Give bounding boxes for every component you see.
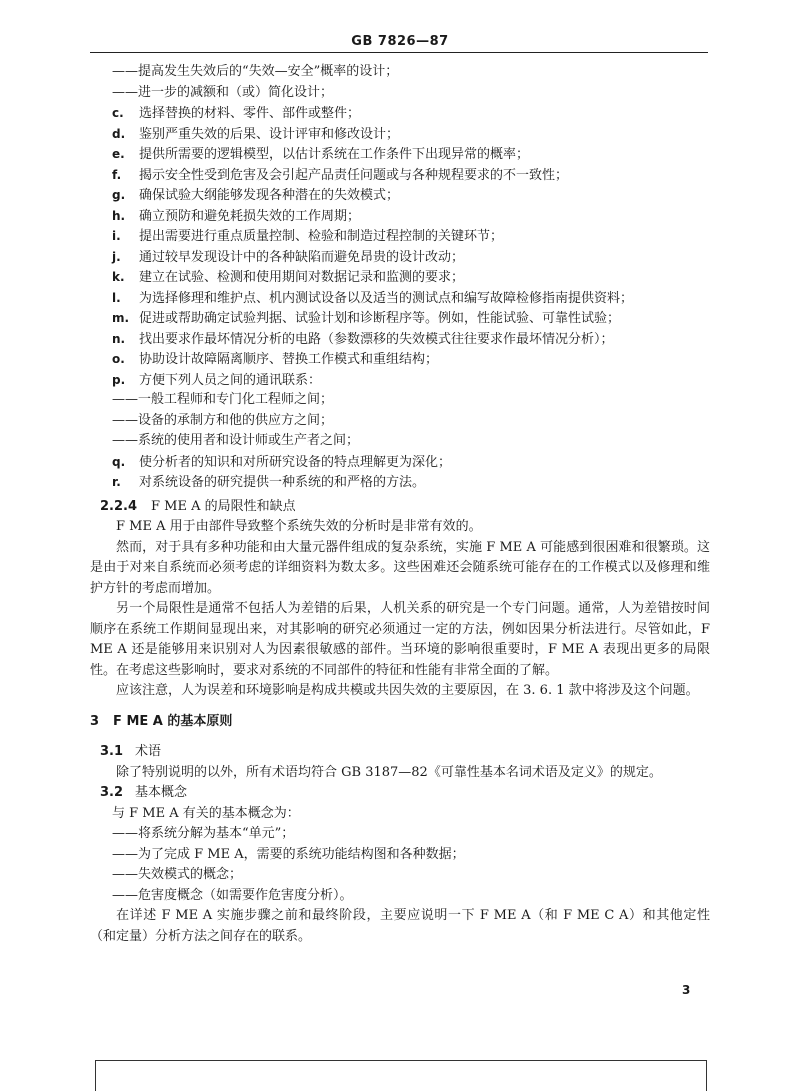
list-item [90, 206, 710, 227]
section-heading-2-2-4 [90, 497, 710, 518]
list-item [90, 472, 710, 493]
section-heading-3-1 [90, 742, 710, 763]
list-item [90, 390, 710, 411]
benefit-list [90, 62, 710, 493]
paragraph: 除了特别说明的以外，所有术语均符合 GB 3187—82《可靠性基本名词术语及定义》的规定。 [116, 764, 662, 780]
list-label: c. [112, 106, 124, 120]
list-label: e. [112, 147, 125, 161]
list-label: f. [112, 167, 122, 182]
paragraph: 应该注意，人为误差和环境影响是构成共模或共因失效的主要原因，在 3. 6. 1 款中将涉及这个问题。 [116, 683, 699, 698]
list-text: ——进一步的减额和（或）简化设计； [112, 84, 334, 100]
list-label: q. [112, 454, 126, 469]
list-item [90, 308, 710, 329]
list-text: 建立在试验、检测和使用期间对数据记录和监测的要求； [139, 270, 465, 285]
list-item [90, 83, 710, 104]
list-item [90, 165, 710, 186]
list-item [90, 103, 710, 124]
footer-box [95, 1060, 707, 1091]
list-item [90, 185, 710, 206]
section-title: 基本概念 [135, 785, 188, 800]
list-item [90, 349, 710, 370]
paragraph: F ME A 用于由部件导致整个系统失效的分析时是非常有效的。 [116, 519, 482, 534]
list-label: k. [112, 270, 125, 284]
paragraph: 另一个局限性是通常不包括人为差错的后果，人机关系的研究是一个专门问题。通常，人为差错按时间顺序在系统工作期间显现出来，对其影响的研究必须通过一定的方法，例如因果分析法进行。尽管如此，F ME A 还是能够用来识别对人为因素很敏感的部件。当环境的影响很重要时，F ME A 表现出更多的局限性。在考虑这些影响时，要求对系统的不同部件的特征和性能有非常全面的了解。 [90, 601, 710, 678]
list-text: 提供所需要的逻辑模型，以估计系统在工作条件下出现异常的概率； [139, 147, 530, 162]
list-item [90, 411, 710, 432]
page-number: 3 [682, 983, 691, 997]
section-title: 术语 [135, 744, 162, 759]
list-text: 确保试验大纲能够发现各种潜在的失效模式； [139, 188, 400, 203]
concept-line: ——将系统分解为基本“单元”； [112, 826, 295, 841]
list-item [90, 452, 710, 473]
list-label: r. [112, 475, 121, 489]
list-text: 协助设计故障隔离顺序、替换工作模式和重组结构； [139, 352, 439, 367]
list-label: m. [112, 311, 130, 325]
list-label: j. [112, 249, 121, 264]
spacer [90, 702, 710, 712]
list-text: 使分析者的知识和对所研究设备的特点理解更为深化； [139, 454, 452, 470]
section-heading-3-2 [90, 783, 710, 804]
paragraph: 然而，对于具有多种功能和由大量元器件组成的复杂系统，实施 F ME A 可能感到很困难和很繁琐。这是由于对来自系统而必须考虑的详细资料为数太多。这些困难还会随系统可能存在的工作模式以及修理和维护方针的考虑而增加。 [90, 539, 710, 596]
list-text: 为选择修理和维护点、机内测试设备以及适当的测试点和编写故障检修指南提供资料； [139, 290, 634, 306]
section-number: 2.2.4 [100, 498, 138, 514]
list-text: ——设备的承制方和他的供应方之间； [112, 412, 334, 428]
list-text: 对系统设备的研究提供一种系统的和严格的方法。 [139, 475, 426, 490]
list-item [90, 226, 710, 247]
list-label: l. [112, 290, 121, 305]
list-text: 促进或帮助确定试验判据、试验计划和诊断程序等。例如，性能试验、可靠性试验； [139, 311, 621, 326]
list-text: 提出需要进行重点质量控制、检验和制造过程控制的关键环节； [139, 229, 504, 244]
list-text: ——提高发生失效后的“失效—安全”概率的设计； [112, 64, 399, 79]
section-title: F ME A 的局限性和缺点 [151, 498, 296, 514]
header-rule [90, 52, 708, 53]
list-item [90, 288, 710, 309]
section-title: F ME A 的基本原则 [113, 713, 233, 729]
list-text: 选择替换的材料、零件、部件或整件； [139, 106, 361, 121]
section-number: 3.1 [100, 744, 124, 759]
list-text: 确立预防和避免耗损失效的工作周期； [139, 208, 361, 224]
list-label: h. [112, 208, 126, 223]
list-text: ——系统的使用者和设计师或生产者之间； [112, 433, 360, 448]
list-label: g. [112, 188, 126, 202]
section-number: 3.2 [100, 785, 124, 800]
list-item [90, 431, 710, 452]
list-item [90, 267, 710, 288]
standard-header: GB 7826—87 [351, 34, 449, 49]
section-heading-3 [90, 712, 710, 733]
list-item [90, 329, 710, 350]
list-label: n. [112, 331, 126, 346]
list-text: 通过较早发现设计中的各种缺陷而避免昂贵的设计改动； [139, 249, 465, 265]
list-label: d. [112, 126, 126, 141]
document-body [90, 62, 710, 947]
list-text: 鉴别严重失效的后果、设计评审和修改设计； [139, 126, 400, 142]
list-label: p. [112, 372, 126, 387]
list-label: o. [112, 352, 125, 366]
spacer [90, 732, 710, 742]
concept-line: ——失效模式的概念； [112, 867, 243, 882]
list-item [90, 124, 710, 145]
list-item [90, 62, 710, 83]
list-text: 方便下列人员之间的通讯联系： [139, 372, 322, 388]
concept-line: 与 F ME A 有关的基本概念为： [112, 805, 300, 821]
list-text: ——一般工程师和专门化工程师之间； [112, 392, 334, 407]
paragraph: 在详述 F ME A 实施步骤之前和最终阶段，主要应说明一下 F ME A（和 F ME C A）和其他定性（和定量）分析方法之间存在的联系。 [90, 908, 710, 944]
list-text: 揭示安全性受到危害及会引起产品责任问题或与各种规程要求的不一致性； [139, 167, 569, 183]
list-text: 找出要求作最坏情况分析的电路（参数漂移的失效模式往往要求作最坏情况分析）； [139, 331, 614, 347]
list-label: i. [112, 229, 121, 243]
list-item [90, 144, 710, 165]
concept-line: ——危害度概念（如需要作危害度分析）。 [112, 887, 353, 903]
list-item [90, 247, 710, 268]
list-item [90, 370, 710, 391]
section-number: 3 [90, 713, 100, 729]
concept-line: ——为了完成 F ME A，需要的系统功能结构图和各种数据； [112, 846, 465, 862]
